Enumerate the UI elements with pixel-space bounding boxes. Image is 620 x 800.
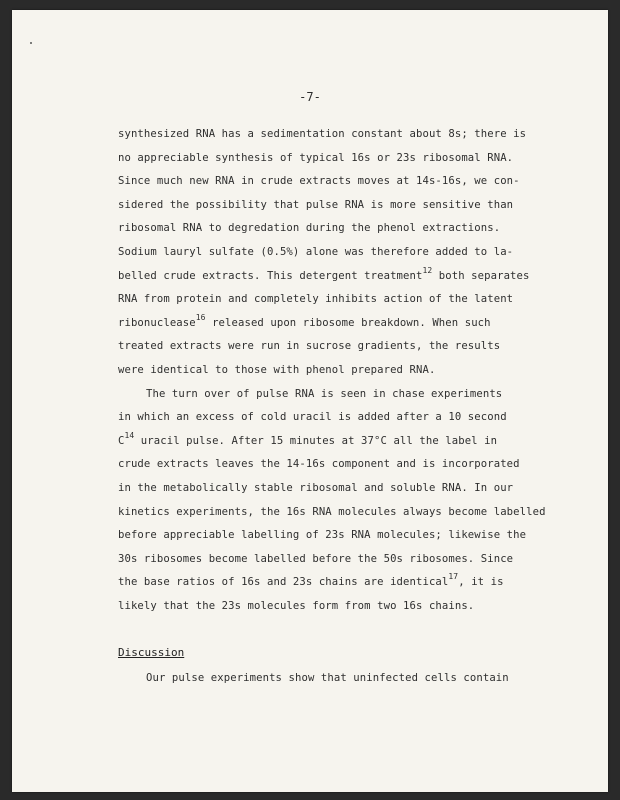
text-segment: both separates xyxy=(432,269,530,282)
text-line: Since much new RNA in crude extracts moves at 14s-16s, we con- xyxy=(118,175,520,188)
text-segment: belled crude extracts. This detergent treatment xyxy=(118,269,423,282)
text-line: likely that the 23s molecules form from two 16s chains. xyxy=(118,600,475,612)
text-line: RNA from protein and completely inhibits action of the latent xyxy=(118,293,514,306)
text-line xyxy=(118,312,491,329)
text-line: ribosomal RNA to degredation during the phenol extractions. xyxy=(118,222,501,235)
text-line: were identical to those with phenol prepared RNA. xyxy=(118,364,436,376)
reference-superscript: 12 xyxy=(422,265,433,275)
text-line xyxy=(118,265,530,282)
text-segment: ribonuclease xyxy=(118,316,196,329)
text-segment: the base ratios of 16s and 23s chains are identical xyxy=(118,576,449,589)
text-line: treated extracts were run in sucrose gradients, the results xyxy=(118,340,501,353)
text-line: in which an excess of cold uracil is added after a 10 second xyxy=(118,411,507,424)
text-line xyxy=(118,572,504,589)
text-line: Our pulse experiments show that uninfected cells contain xyxy=(146,672,509,684)
text-line: crude extracts leaves the 14-16s component and is incorporated xyxy=(118,458,520,471)
text-line: in the metabolically stable ribosomal and soluble RNA. In our xyxy=(118,482,514,494)
text-segment: uracil pulse. After 15 minutes at 37°C all the label in xyxy=(134,434,498,447)
text-line: sidered the possibility that pulse RNA is more sensitive than xyxy=(118,198,514,211)
document-page xyxy=(12,10,608,792)
text-line: before appreciable labelling of 23s RNA molecules; likewise the xyxy=(118,529,527,542)
text-line: The turn over of pulse RNA is seen in chase experiments xyxy=(146,387,503,400)
text-segment: released upon ribosome breakdown. When such xyxy=(205,316,491,329)
text-line: kinetics experiments, the 16s RNA molecules always become labelled xyxy=(118,505,546,518)
page-number: -7- xyxy=(299,90,321,104)
text-line: Sodium lauryl sulfate (0.5%) alone was therefore added to la- xyxy=(118,246,514,258)
text-line: no appreciable synthesis of typical 16s or 23s ribosomal RNA. xyxy=(118,151,514,164)
reference-superscript: 14 xyxy=(124,430,135,440)
text-segment: , it is xyxy=(458,576,504,589)
text-line: synthesized RNA has a sedimentation constant about 8s; there is xyxy=(118,128,527,140)
reference-superscript: 16 xyxy=(195,312,206,322)
page-speck xyxy=(30,42,32,44)
text-segment: C xyxy=(118,434,125,447)
text-line: 30s ribosomes become labelled before the 50s ribosomes. Since xyxy=(118,552,514,565)
reference-superscript: 17 xyxy=(448,572,459,582)
discussion-heading: Discussion xyxy=(118,646,185,659)
text-line xyxy=(118,430,498,447)
